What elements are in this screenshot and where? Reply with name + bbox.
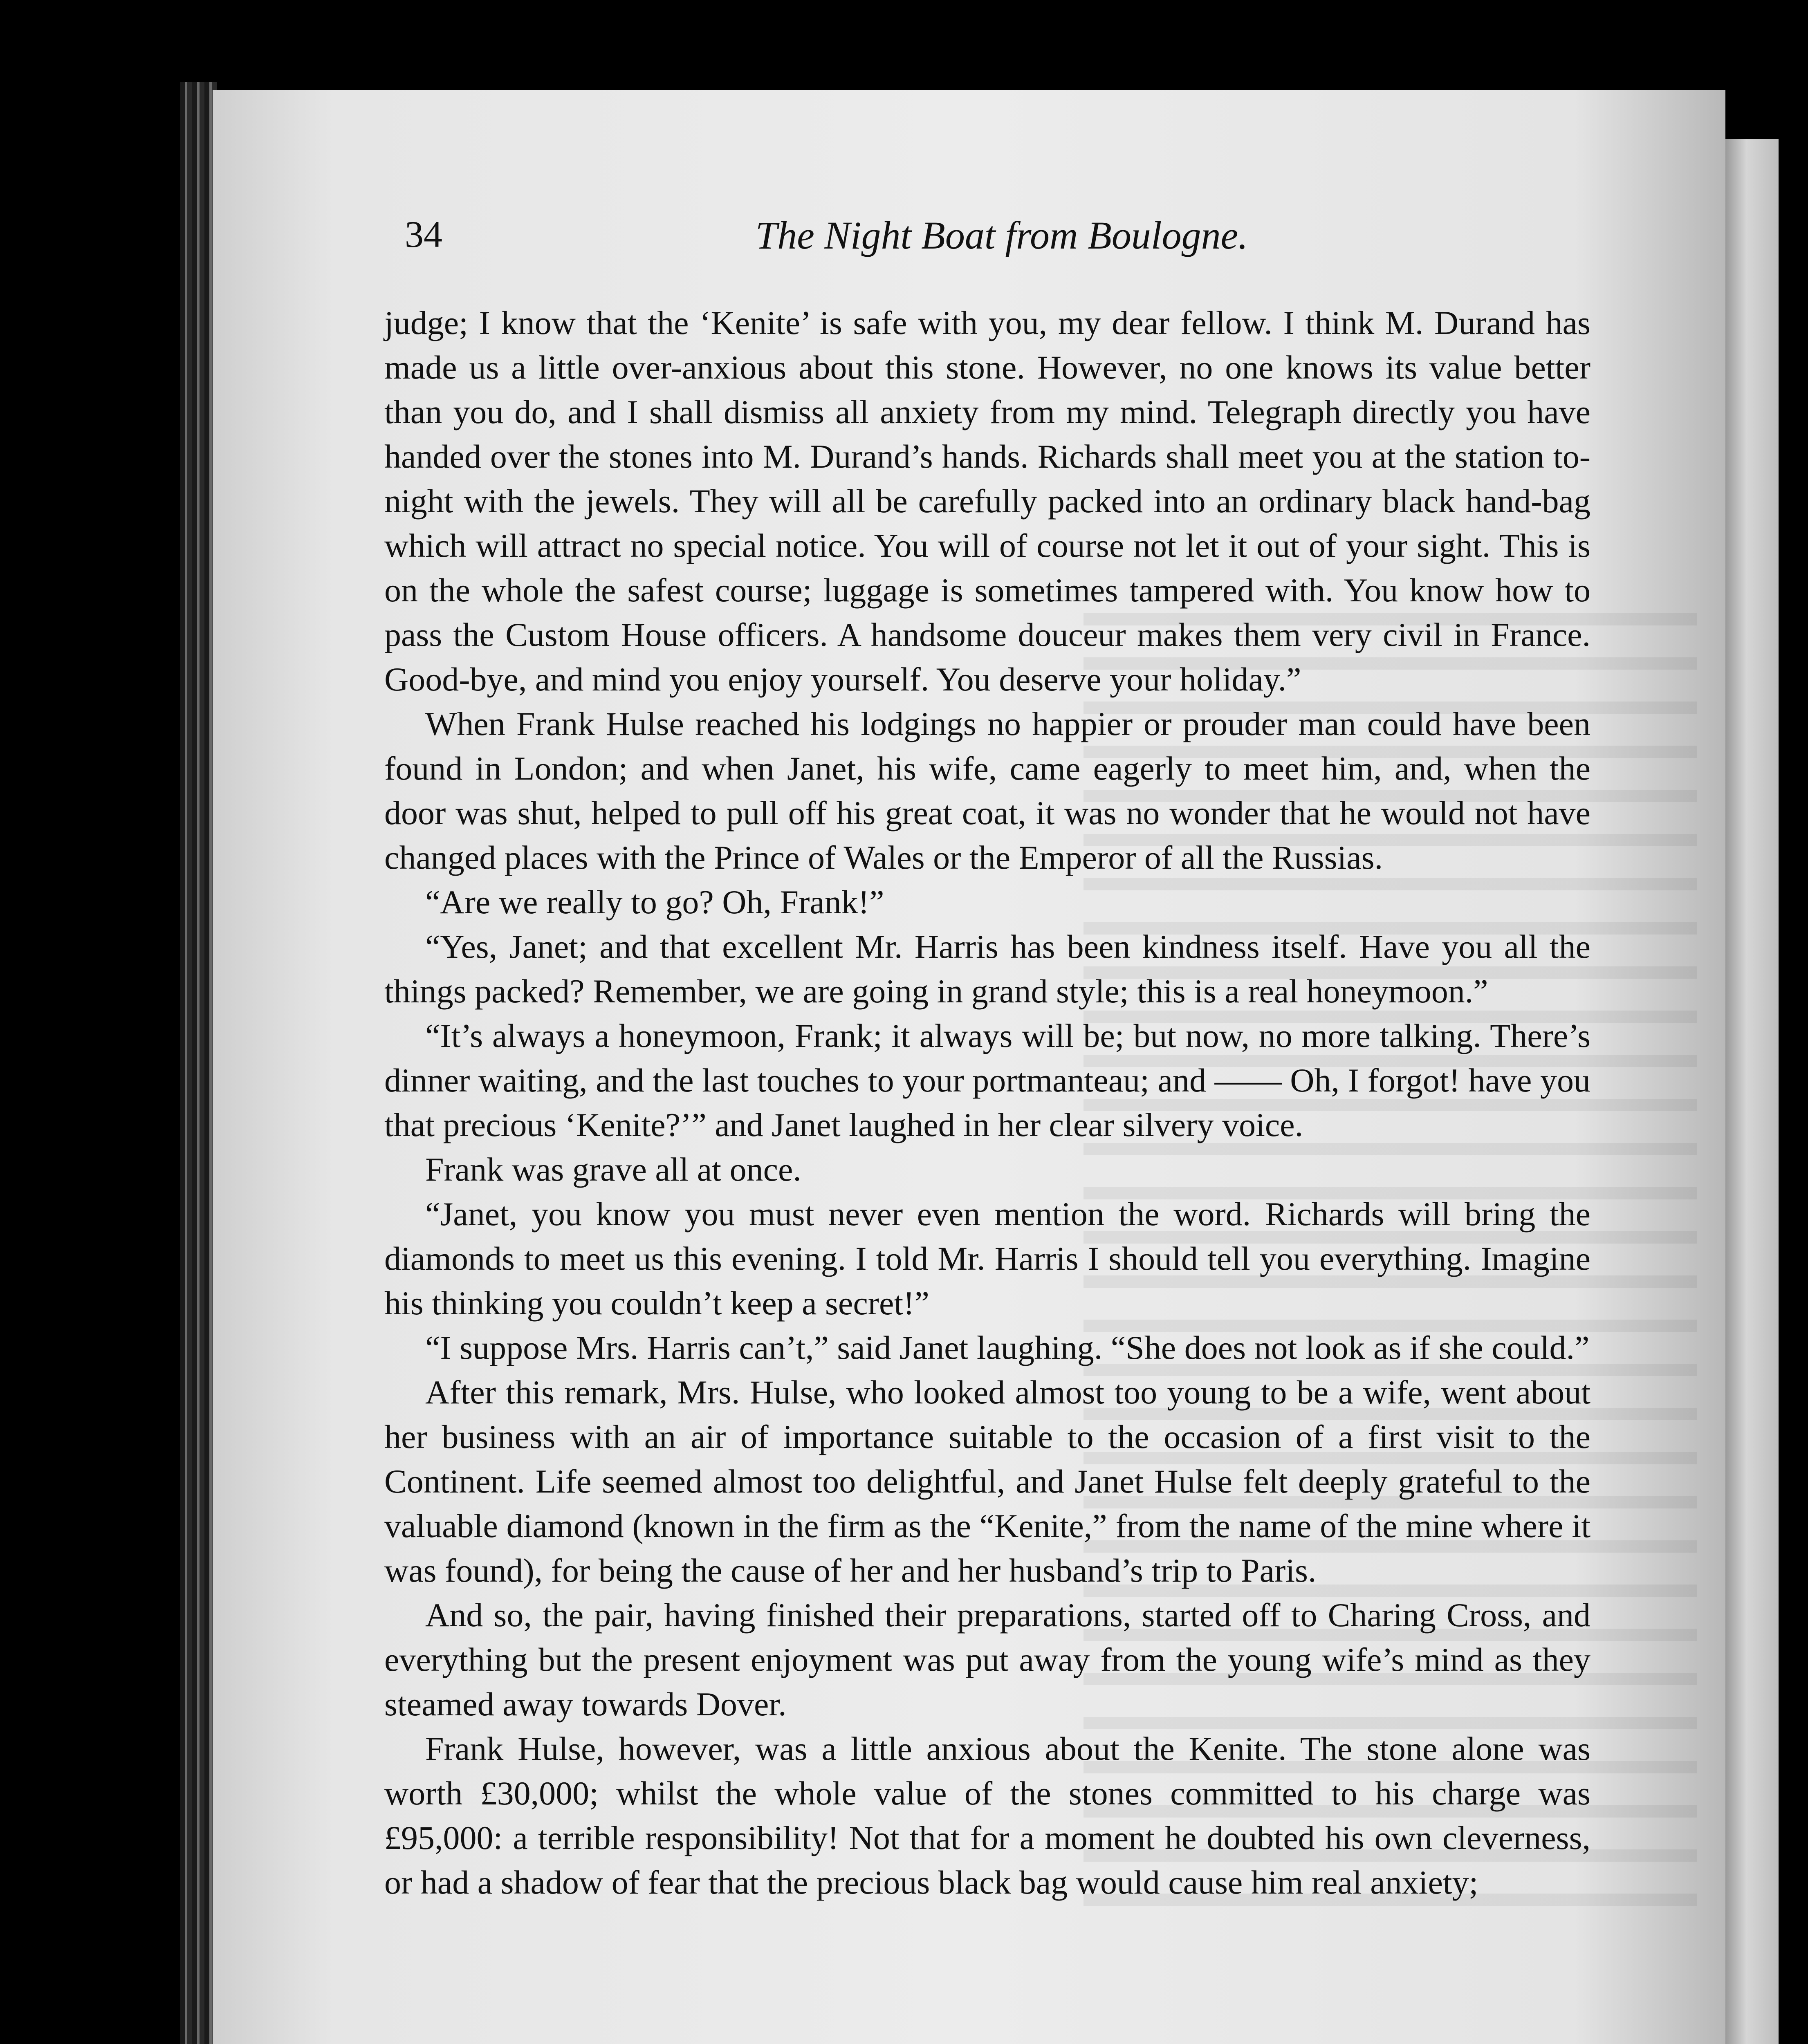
page-number: 34 xyxy=(405,213,442,255)
paragraph: judge; I know that the ‘Kenite’ is safe with you, my dear fellow. I think M. Durand has made us a little over-anxious about this stone. However, no one knows its value better than you do, and I shall dismiss all anxiety from my mind. Telegraph directly you have handed over the stones into M. Durand’s hands. Richards shall meet you at the station to-night with the jewels. They will all be carefully packed into an ordinary black hand-bag which will attract no special notice. You will of course not let it out of your sight. This is on the whole the safest course; luggage is sometimes tampered with. You know how to pass the Custom House officers. A handsome douceur makes them very civil in France. Good-bye, and mind you enjoy yourself. You deserve your holiday.” xyxy=(384,304,1590,698)
paragraph: “It’s always a honeymoon, Frank; it always will be; but now, no more talking. There’s dinner waiting, and the last touches to your portmanteau; and —— Oh, I forgot! have you that precious ‘Kenite?’” and Janet laughed in her clear silvery voice. xyxy=(384,1017,1590,1143)
paragraph: When Frank Hulse reached his lodgings no happier or prouder man could have been found in London; and when Janet, his wife, came eagerly to meet him, and, when the door was shut, helped to pull off his great coat, it was no wonder that he would not have changed places with the Prince of Wales or the Emperor of all the Russias. xyxy=(384,705,1590,876)
facing-page-edge xyxy=(1725,139,1779,2044)
paragraph: And so, the pair, having finished their preparations, started off to Charing Cross, and everything but the present enjoyment was put away from the young wife’s mind as they steamed away towards Dover. xyxy=(384,1596,1590,1723)
paragraph: Frank Hulse, however, was a little anxious about the Kenite. The stone alone was worth £30,000; whilst the whole value of the stones committed to his charge was £95,000: a terrible responsibility! Not that for a moment he doubted his own cleverness, or had a shadow of fear that the precious black bag would cause him real anxiety; xyxy=(384,1730,1590,1901)
paragraph: “Are we really to go? Oh, Frank!” xyxy=(425,883,884,921)
running-title: The Night Boat from Boulogne. xyxy=(755,213,1248,257)
body-text xyxy=(384,300,1590,1905)
page-header xyxy=(405,213,1599,270)
paragraph: Frank was grave all at once. xyxy=(425,1151,801,1188)
paragraph: “Janet, you know you must never even mention the word. Richards will bring the diamonds to meet us this evening. I told Mr. Harris I should tell you everything. Imagine his thinking you couldn’t keep a secret!” xyxy=(384,1195,1590,1322)
binding-shadow xyxy=(0,0,172,2044)
paragraph: After this remark, Mrs. Hulse, who looked almost too young to be a wife, went about her business with an air of importance suitable to the occasion of a first visit to the Continent. Life seemed almost too delightful, and Janet Hulse felt deeply grateful to the valuable diamond (known in the firm as the “Kenite,” from the name of the mine where it was found), for being the cause of her and her husband’s trip to Paris. xyxy=(384,1374,1590,1589)
page-edges xyxy=(180,82,217,2044)
paragraph: “I suppose Mrs. Harris can’t,” said Janet laughing. “She does not look as if she could.” xyxy=(425,1329,1590,1366)
paragraph: “Yes, Janet; and that excellent Mr. Harris has been kindness itself. Have you all the things packed? Remember, we are going in grand style; this is a real honeymoon.” xyxy=(384,928,1590,1010)
